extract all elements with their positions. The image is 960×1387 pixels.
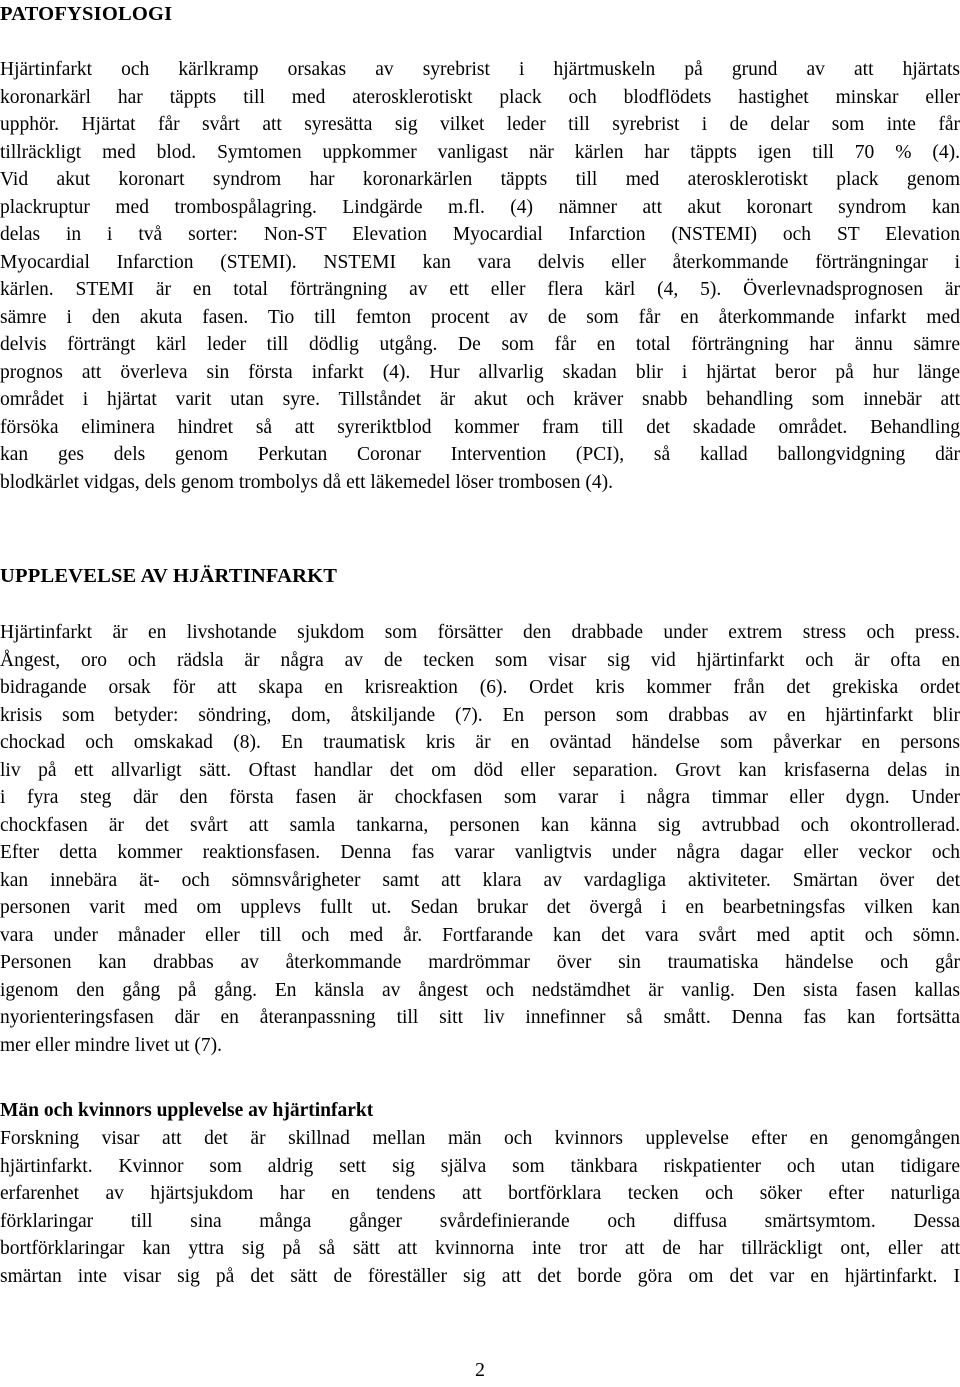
paragraph-patofysiologi [0, 56, 960, 496]
subsection-heading-man-och-kvinnor: Män och kvinnors upplevelse av hjärtinfarkt [0, 1100, 374, 1121]
text-line: Vid akut koronart syndrom har koronarkärlen täppts till med aterosklerotiskt plack genom [0, 169, 960, 190]
text-line: Hjärtinfarkt och kärlkramp orsakas av syrebrist i hjärtmuskeln på grund av att hjärtats [0, 59, 960, 80]
text-line: Myocardial Infarction (STEMI). NSTEMI kan vara delvis eller återkommande förträngningar i [0, 251, 960, 273]
text-line: kärlen. STEMI är en total förträngning av ett eller flera kärl (4, 5). Överlevnadsprognosen är [0, 279, 960, 300]
text-line: försöka eliminera hindret så att syreriktblod kommer fram till det skadade området. Behandling [0, 416, 960, 438]
section-heading-upplevelse: UPPLEVELSE AV HJÄRTINFARKT [0, 565, 338, 587]
text-line: erfarenhet av hjärtsjukdom har en tendens att bortförklara tecken och söker efter naturliga [0, 1183, 960, 1204]
text-line: krisis som betyder: söndring, dom, åtskiljande (7). En person som drabbas av en hjärtinfarkt blir [0, 704, 960, 726]
text-line: Hjärtinfarkt är en livshotande sjukdom som försätter den drabbade under extrem stress och press. [0, 622, 960, 643]
text-line: personen varit med om upplevs fullt ut. Sedan brukar det övergå i en bearbetningsfas vilken kan [0, 897, 960, 918]
text-line: kan ges dels genom Perkutan Coronar Intervention (PCI), så kallad ballongvidgning där [0, 444, 960, 465]
text-line: vara under månader eller till och med år. Fortfarande kan det vara svårt med aptit och sömn. [0, 924, 960, 946]
text-line: plackruptur med trombospålagring. Lindgärde m.fl. (4) nämner att akut koronart syndrom kan [0, 196, 960, 218]
text-line: tillräckligt med blod. Symtomen uppkommer vanligast när kärlen har täppts igen till 70 % (4). [0, 141, 960, 163]
text-line: bortförklaringar kan yttra sig på så sätt att kvinnorna inte tror att de har tillräckligt ont, eller att [0, 1238, 960, 1259]
text-line: blodkärlet vidgas, dels genom trombolys då ett läkemedel löser trombosen (4). [0, 471, 614, 493]
text-line: Forskning visar att det är skillnad mellan män och kvinnors upplevelse efter en genomgången [0, 1128, 960, 1149]
text-line: området i hjärtat varit utan syre. Tillståndet är akut och kräver snabb behandling som innebär att [0, 389, 960, 410]
text-line: prognos att överleva sin första infarkt (4). Hur allvarlig skadan blir i hjärtat beror på hur länge [0, 361, 960, 383]
text-line: koronarkärl har täppts till med aterosklerotiskt plack och blodflödets hastighet minskar eller [0, 86, 960, 108]
text-line: liv på ett allvarligt sätt. Oftast handlar det om död eller separation. Grovt kan krisfaserna delas in [0, 759, 960, 781]
text-line: igenom den gång på gång. En känsla av ångest och nedstämdhet är vanlig. Den sista fasen kallas [0, 979, 960, 1001]
text-line: nyorienteringsfasen där en återanpassning till sitt liv innefinner så smått. Denna fas kan fortsätta [0, 1007, 960, 1028]
text-line: bidragande orsak för att skapa en krisreaktion (6). Ordet kris kommer från det grekiska ordet [0, 677, 960, 698]
text-line: upphör. Hjärtat får svårt att syresätta sig vilket leder till syrebrist i de delar som inte får [0, 114, 960, 135]
text-line: Personen kan drabbas av återkommande mardrömmar över sin traumatiska händelse och går [0, 952, 960, 973]
text-line: chockfasen är det svårt att samla tankarna, personen kan känna sig avtrubbad och okontrollerad. [0, 814, 960, 836]
paragraph-man-och-kvinnor [0, 1125, 960, 1290]
text-line: kan innebära ät- och sömnsvårigheter samt att klara av vardagliga aktiviteter. Smärtan över det [0, 869, 960, 891]
text-line: delvis förträngt kärl leder till dödlig utgång. De som får en total förträngning har ännu sämre [0, 334, 960, 355]
text-line: i fyra steg där den första fasen är chockfasen som varar i några timmar eller dygn. Under [0, 787, 960, 808]
text-line: mer eller mindre livet ut (7). [0, 1034, 223, 1056]
text-line: delas in i två sorter: Non-ST Elevation Myocardial Infarction (NSTEMI) och ST Elevation [0, 224, 960, 245]
text-line: chockad och omskakad (8). En traumatisk kris är en oväntad händelse som påverkar en persons [0, 732, 960, 753]
section-heading-patofysiologi: PATOFYSIOLOGI [0, 3, 173, 25]
paragraph-upplevelse [0, 619, 960, 1059]
text-line: smärtan inte visar sig på det sätt de föreställer sig att det borde göra om det var en hjärtinfarkt. I [0, 1265, 960, 1287]
text-line: Ångest, oro och rädsla är några av de tecken som visar sig vid hjärtinfarkt och är ofta en [0, 649, 960, 671]
text-line: förklaringar till sina många gånger svårdefinierande och diffusa smärtsymtom. Dessa [0, 1210, 960, 1232]
text-line: hjärtinfarkt. Kvinnor som aldrig sett sig själva som tänkbara riskpatienter och utan tidigare [0, 1155, 960, 1177]
page-number: 2 [475, 1359, 485, 1381]
text-line: Efter detta kommer reaktionsfasen. Denna fas varar vanligtvis under några dagar eller veckor och [0, 842, 960, 863]
text-line: sämre i den akuta fasen. Tio till femton procent av de som får en återkommande infarkt med [0, 306, 960, 328]
